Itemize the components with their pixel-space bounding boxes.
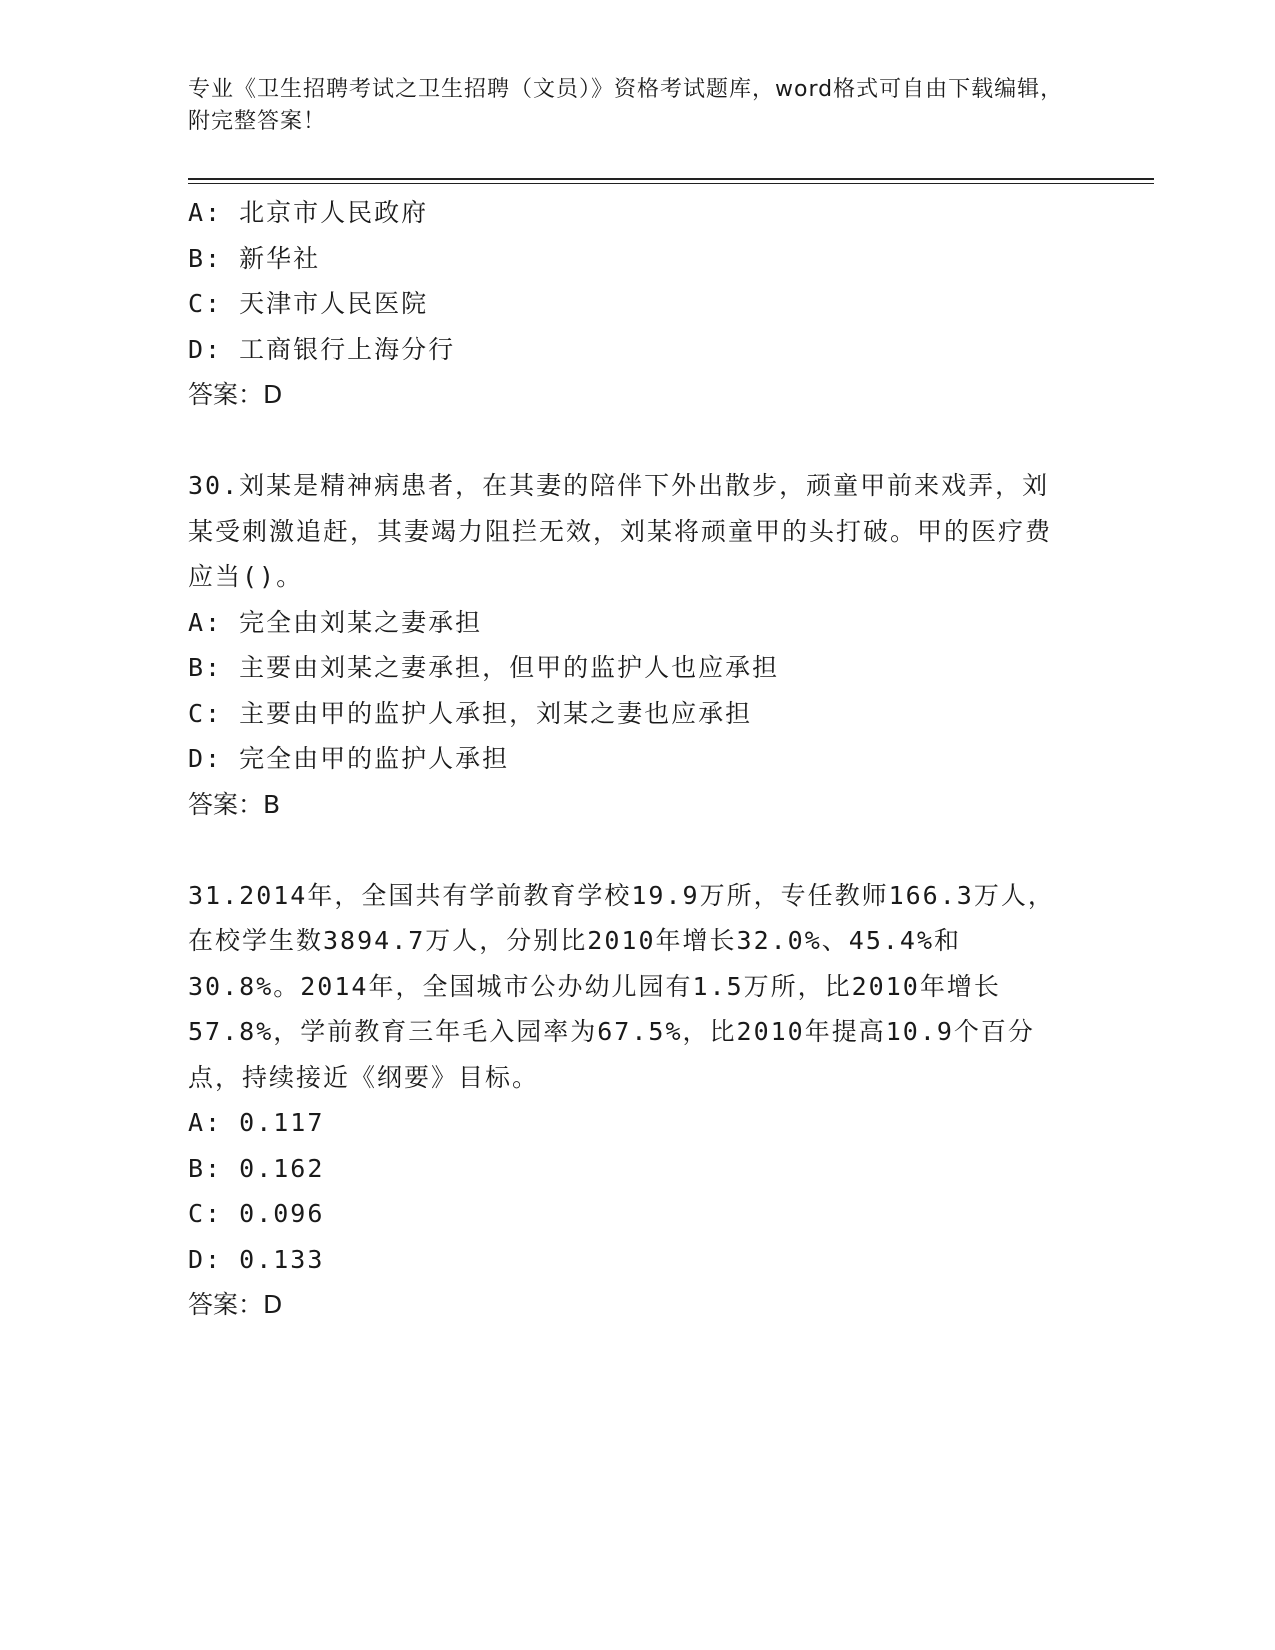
answer: 答案：B: [188, 789, 281, 819]
option-d: D: 完全由甲的监护人承担: [188, 744, 510, 773]
option-a: A: 0.117: [188, 1108, 325, 1137]
option-d: D: 工商银行上海分行: [188, 334, 456, 364]
document-header: 专业《卫生招聘考试之卫生招聘（文员）》资格考试题库，word格式可自由下载编辑，附完整答案！: [188, 77, 1064, 134]
question-30: [188, 463, 1068, 827]
option-c: C: 天津市人民医院: [188, 289, 429, 318]
answer: 答案：D: [188, 380, 283, 409]
answer: 答案：D: [188, 1290, 283, 1319]
option-c: C: 主要由甲的监护人承担，刘某之妻也应承担: [188, 698, 753, 728]
question-stem: 31.2014年，全国共有学前教育学校19.9万所，专任教师166.3万人，在校学生数3894.7万人，分别比2010年增长32.0%、45.4%和30.8%。2014年，全国城市公办幼儿园有1.5万所，比2010年增长57.8%，学前教育三年毛入园率为67.5%，比2010年提高10.9个百分点，持续接近《纲要》目标。: [188, 880, 1055, 1092]
question-list: [188, 190, 1068, 1328]
header-divider-thin: [188, 183, 1154, 184]
question-stem: 30.刘某是精神病患者，在其妻的陪伴下外出散步，顽童甲前来戏弄，刘某受刺激追赶，其妻竭力阻拦无效，刘某将顽童甲的头打破。甲的医疗费应当()。: [188, 471, 1053, 591]
header-divider-thick: [188, 178, 1154, 180]
option-b: B: 新华社: [188, 243, 321, 273]
option-b: B: 主要由刘某之妻承担，但甲的监护人也应承担: [188, 653, 780, 682]
option-d: D: 0.133: [188, 1244, 325, 1274]
question-31: [188, 873, 1068, 1328]
question-29: [188, 190, 1068, 418]
option-a: A: 北京市人民政府: [188, 198, 429, 227]
option-c: C: 0.096: [188, 1199, 325, 1228]
option-b: B: 0.162: [188, 1153, 325, 1183]
option-a: A: 完全由刘某之妻承担: [188, 607, 483, 637]
